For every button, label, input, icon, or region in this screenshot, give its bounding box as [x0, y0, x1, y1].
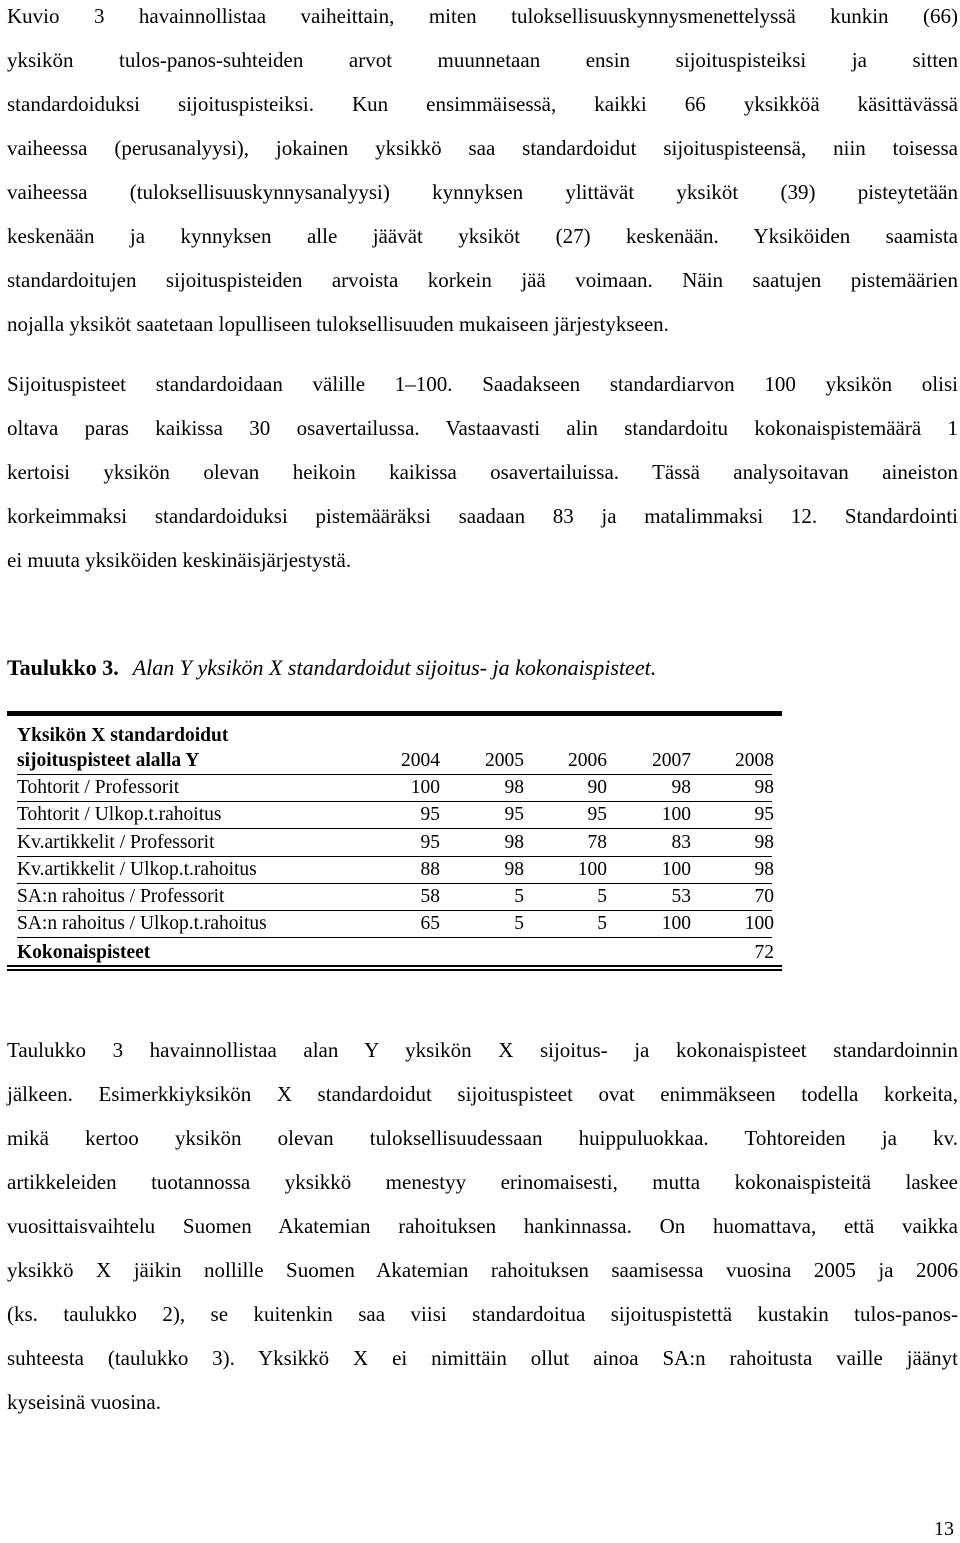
column-header-year: 2005 [485, 750, 524, 771]
page-number: 13 [934, 1518, 954, 1540]
cell-value: 100 [661, 804, 691, 825]
table-header-row-2 [17, 747, 772, 775]
cell-value: 5 [597, 913, 607, 934]
cell-value: 100 [744, 913, 774, 934]
text-line: kyseisinä vuosina. [7, 1390, 161, 1414]
text-line: jälkeen. Esimerkkiyksikön X standardoidut sijoituspisteet ovat enimmäkseen todella korkeita, [7, 1082, 958, 1106]
cell-value: 65 [420, 913, 440, 934]
table-row [17, 856, 772, 884]
table-header-label-line1: Yksikön X standardoidut [17, 725, 229, 746]
text-line: yksikön tulos-panos-suhteiden arvot muunnetaan ensin sijoituspisteiksi ja sitten [7, 48, 958, 72]
text-line: Sijoituspisteet standardoidaan välille 1–100. Saadakseen standardiarvon 100 yksikön olisi [7, 372, 958, 396]
row-label: Kv.artikkelit / Ulkop.t.rahoitus [17, 859, 257, 880]
cell-value: 100 [410, 777, 440, 798]
cell-value: 98 [504, 859, 524, 880]
text-line: mikä kertoo yksikön olevan tuloksellisuudessaan huippuluokkaa. Tohtoreiden ja kv. [7, 1126, 958, 1150]
cell-value: 70 [754, 886, 774, 907]
cell-value: 78 [587, 832, 607, 853]
row-label: SA:n rahoitus / Ulkop.t.rahoitus [17, 913, 267, 934]
cell-value: 98 [754, 859, 774, 880]
cell-value: 58 [420, 886, 440, 907]
paragraph-standardization [7, 362, 958, 582]
cell-value: 5 [597, 886, 607, 907]
row-label: Kv.artikkelit / Professorit [17, 832, 215, 853]
cell-value: 88 [420, 859, 440, 880]
table-top-rule [7, 711, 782, 716]
text-line: korkeimmaksi standardoiduksi pistemääräksi saadaan 83 ja matalimmaksi 12. Standardointi [7, 504, 958, 528]
cell-value: 98 [754, 832, 774, 853]
row-label: Tohtorit / Professorit [17, 777, 180, 798]
table-bottom-rule [7, 965, 782, 971]
cell-value: 83 [671, 832, 691, 853]
total-label: Kokonaispisteet [17, 942, 151, 963]
column-header-year: 2006 [568, 750, 607, 771]
cell-value: 95 [420, 804, 440, 825]
cell-value: 95 [754, 804, 774, 825]
text-line: kertoisi yksikön olevan heikoin kaikissa osavertailuissa. Tässä analysoitavan aineiston [7, 460, 958, 484]
cell-value: 98 [504, 832, 524, 853]
table-caption-label: Taulukko 3. [7, 655, 119, 680]
text-line: Taulukko 3 havainnollistaa alan Y yksikön X sijoitus- ja kokonaispisteet standardoinnin [7, 1038, 958, 1062]
cell-value: 95 [420, 832, 440, 853]
text-line: vuosittaisvaihtelu Suomen Akatemian rahoituksen hankinnassa. On huomattava, että vaikka [7, 1214, 958, 1238]
paragraph-intro [7, 0, 958, 346]
text-line: vaiheessa (perusanalyysi), jokainen yksikkö saa standardoidut sijoituspisteensä, niin toisessa [7, 136, 958, 160]
row-label: Tohtorit / Ulkop.t.rahoitus [17, 804, 222, 825]
text-line: nojalla yksiköt saatetaan lopulliseen tuloksellisuuden mukaiseen järjestykseen. [7, 312, 669, 336]
table-total-row [17, 939, 772, 966]
text-line: artikkeleiden tuotannossa yksikkö menestyy erinomaisesti, mutta kokonaispisteitä laskee [7, 1170, 958, 1194]
cell-value: 98 [671, 777, 691, 798]
cell-value: 5 [514, 886, 524, 907]
table-row [17, 910, 772, 938]
table-row [17, 801, 772, 829]
column-header-year: 2007 [652, 750, 691, 771]
cell-value: 100 [661, 913, 691, 934]
text-line: (ks. taulukko 2), se kuitenkin saa viisi standardoitua sijoituspistettä kustakin tulos-panos- [7, 1302, 958, 1326]
text-line: yksikkö X jäikin nollille Suomen Akatemian rahoituksen saamisessa vuosina 2005 ja 2006 [7, 1258, 958, 1282]
paragraph-table-discussion [7, 1028, 958, 1424]
table-header-row-1 [17, 722, 772, 749]
text-line: Kuvio 3 havainnollistaa vaiheittain, miten tuloksellisuuskynnysmenettelyssä kunkin (66) [7, 4, 958, 28]
column-header-year: 2004 [401, 750, 440, 771]
row-label: SA:n rahoitus / Professorit [17, 886, 225, 907]
total-value: 72 [754, 942, 774, 963]
column-header-year: 2008 [735, 750, 774, 771]
text-line: suhteesta (taulukko 3). Yksikkö X ei nimittäin ollut ainoa SA:n rahoitusta vaille jäänyt [7, 1346, 958, 1370]
cell-value: 95 [587, 804, 607, 825]
table-row [17, 774, 772, 802]
cell-value: 100 [577, 859, 607, 880]
text-line: standardoitujen sijoituspisteiden arvoista korkein jää voimaan. Näin saatujen pistemäärien [7, 268, 958, 292]
cell-value: 98 [504, 777, 524, 798]
text-line: standardoiduksi sijoituspisteiksi. Kun ensimmäisessä, kaikki 66 yksikköä käsittävässä [7, 92, 958, 116]
cell-value: 53 [671, 886, 691, 907]
table-caption [7, 650, 656, 686]
text-line: vaiheessa (tuloksellisuuskynnysanalyysi) kynnyksen ylittävät yksiköt (39) pisteytetään [7, 180, 958, 204]
table-header-label-line2: sijoituspisteet alalla Y [17, 750, 200, 771]
table-row [17, 883, 772, 911]
text-line: ei muuta yksiköiden keskinäisjärjestystä. [7, 548, 352, 572]
text-line: keskenään ja kynnyksen alle jäävät yksiköt (27) keskenään. Yksiköiden saamista [7, 224, 958, 248]
cell-value: 90 [587, 777, 607, 798]
table-caption-title: Alan Y yksikön X standardoidut sijoitus- ja kokonaispisteet. [132, 655, 657, 680]
cell-value: 100 [661, 859, 691, 880]
table-row [17, 829, 772, 857]
cell-value: 5 [514, 913, 524, 934]
cell-value: 98 [754, 777, 774, 798]
text-line: oltava paras kaikissa 30 osavertailussa. Vastaavasti alin standardoitu kokonaispistemäärä 1 [7, 416, 958, 440]
cell-value: 95 [504, 804, 524, 825]
